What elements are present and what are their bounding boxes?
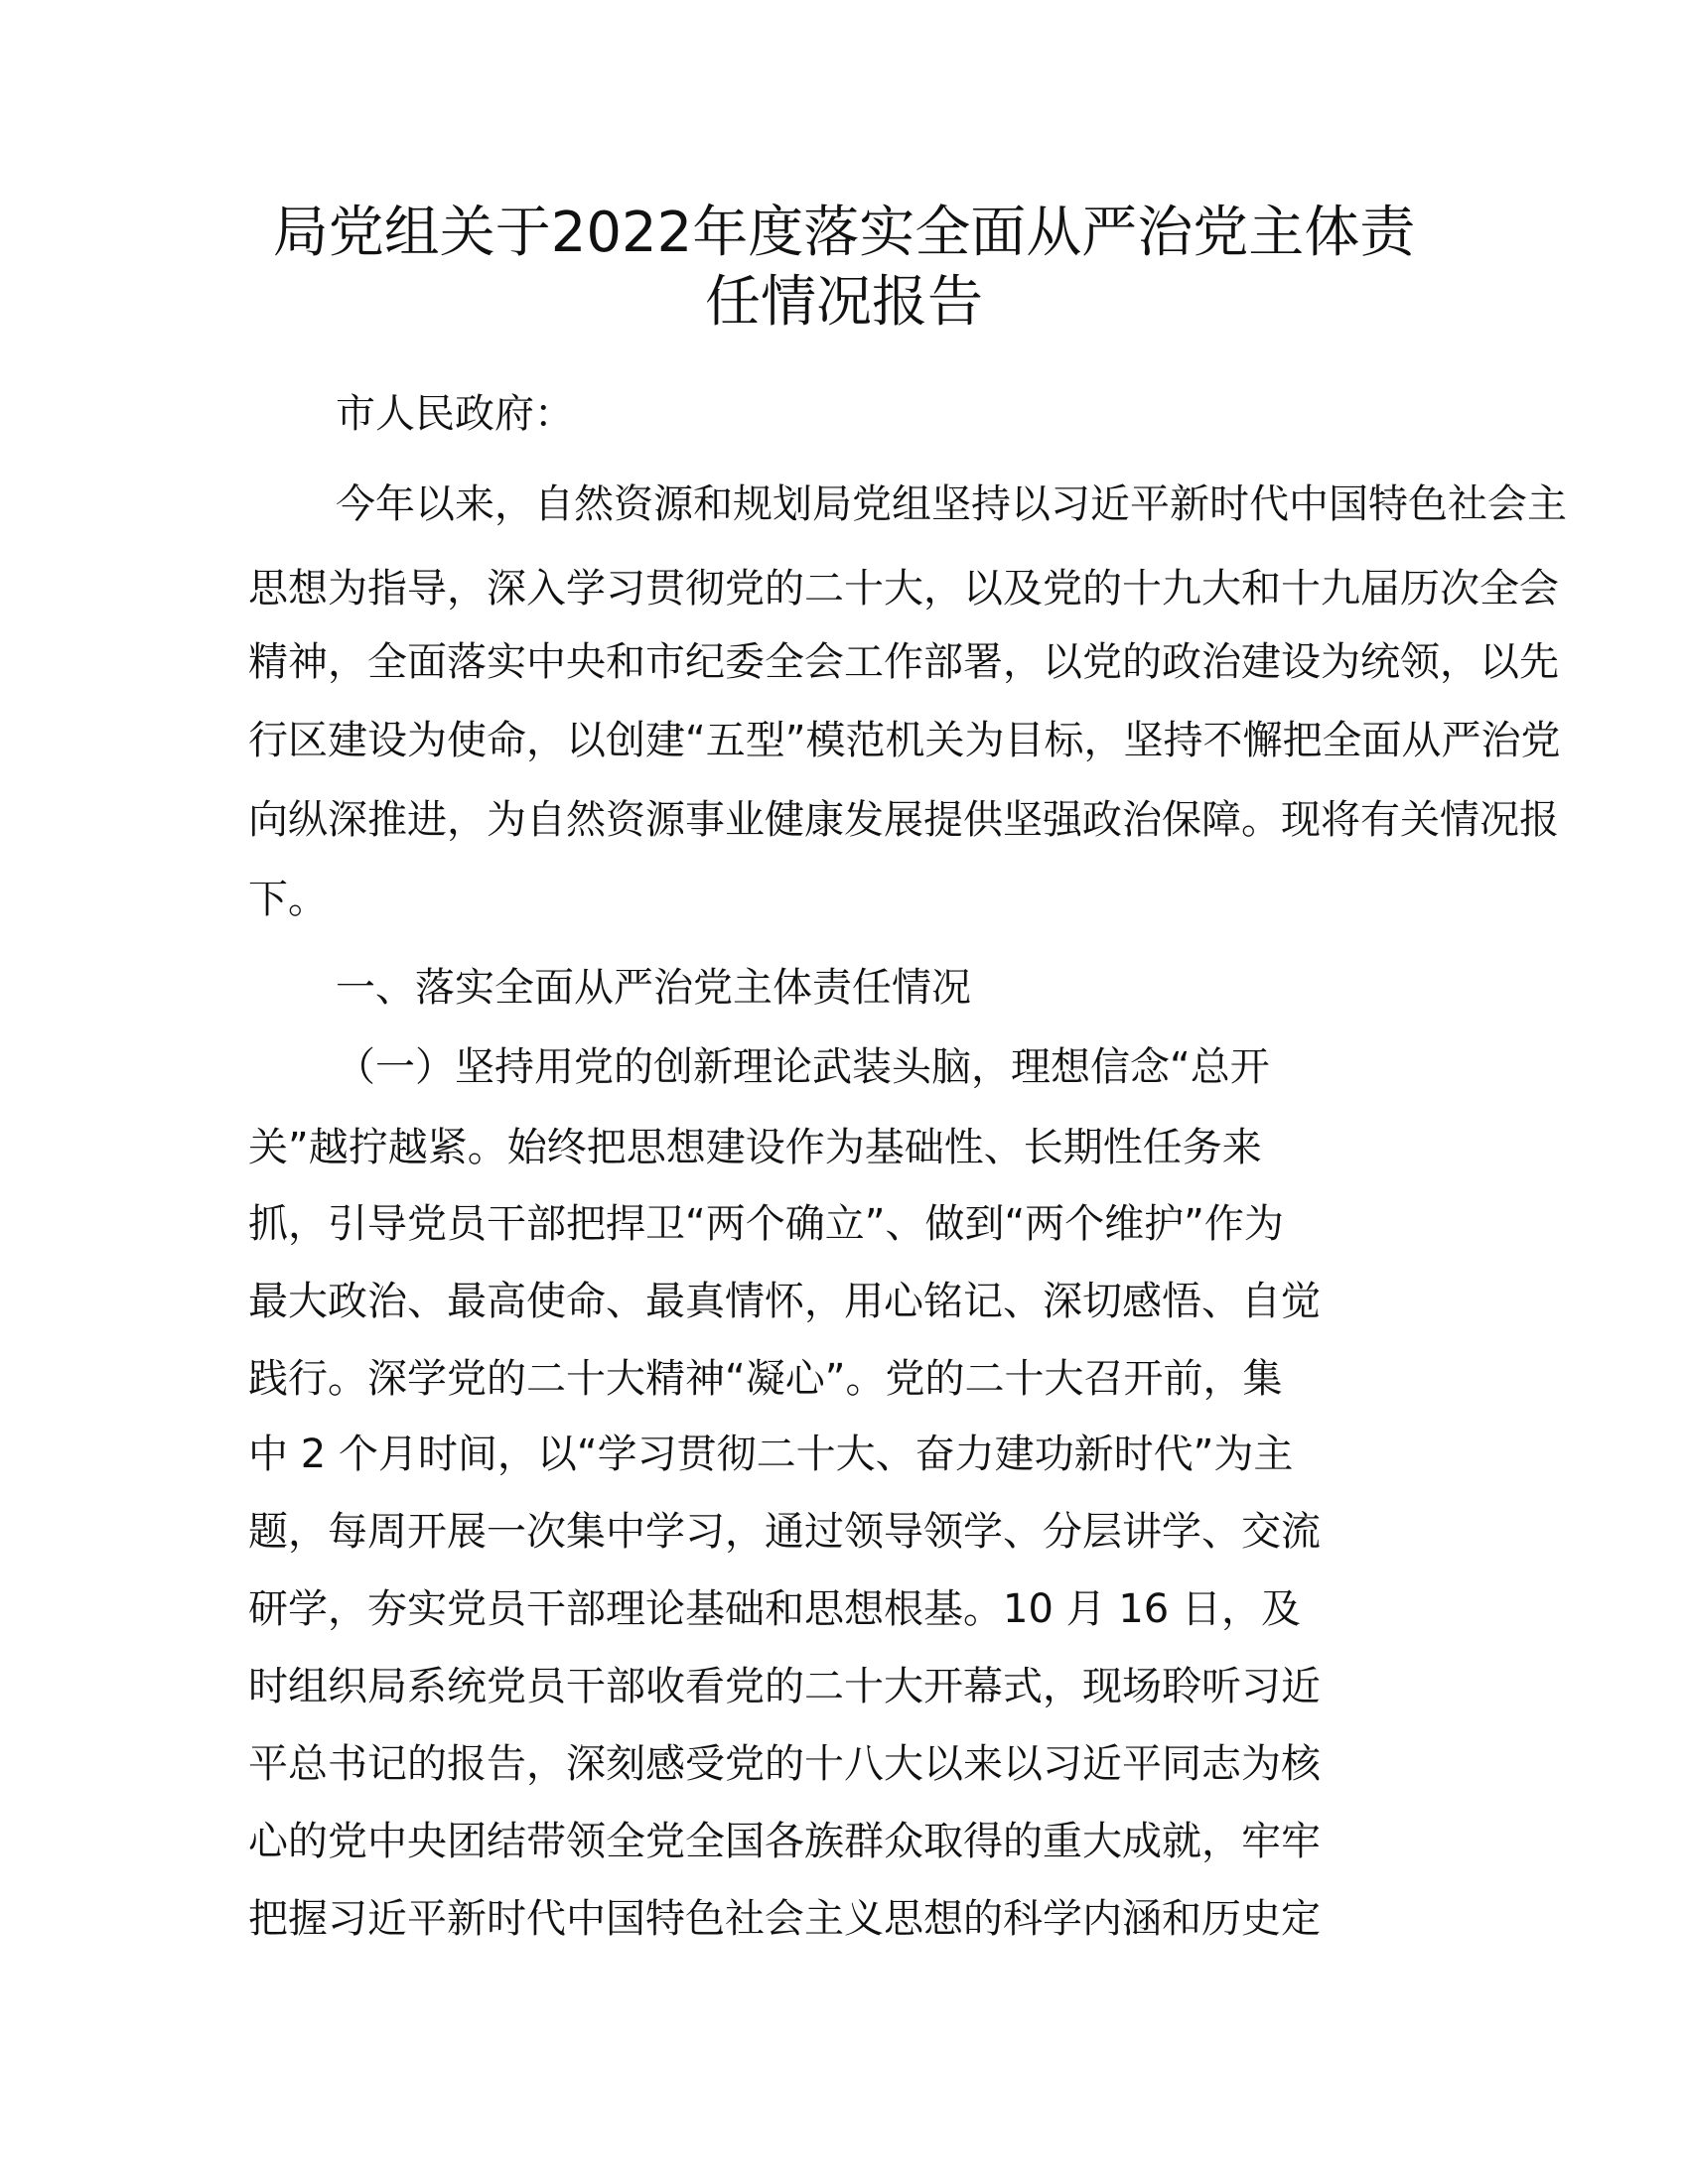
subsection-line-3: 抓，引导党员干部把捍卫“两个确立”、做到“两个维护”作为	[248, 1201, 1284, 1247]
subsection-line-4: 最大政治、最高使命、最真情怀，用心铭记、深切感悟、自觉	[248, 1279, 1321, 1324]
subsection-line-2: 关”越拧越紧。始终把思想建设作为基础性、长期性任务来	[248, 1125, 1262, 1170]
title-line-1: 局党组关于2022年度落实全面从严治党主体责	[272, 201, 1416, 265]
subsection-line-6: 中 2 个月时间，以“学习贯彻二十大、奋力建功新时代”为主	[248, 1432, 1294, 1477]
section-heading: 一、落实全面从严治党主体责任情况	[336, 965, 971, 1011]
salutation: 市人民政府：	[336, 391, 574, 437]
intro-line-5: 向纵深推进，为自然资源事业健康发展提供坚强政治保障。现将有关情况报	[248, 797, 1559, 843]
subsection-line-1: （一）坚持用党的创新理论武装头脑，理想信念“总开	[336, 1044, 1270, 1090]
title-line-2: 任情况报告	[705, 270, 983, 335]
intro-line-3: 精神，全面落实中央和市纪委全会工作部署，以党的政治建设为统领，以先	[248, 639, 1559, 685]
intro-line-1: 今年以来，自然资源和规划局党组坚持以习近平新时代中国特色社会主	[336, 481, 1567, 527]
intro-line-2: 思想为指导，深入学习贯彻党的二十大，以及党的十九大和十九届历次全会	[248, 566, 1559, 612]
document-title	[228, 199, 1460, 338]
intro-line-4: 行区建设为使命，以创建“五型”模范机关为目标，坚持不懈把全面从严治党	[248, 718, 1561, 763]
subsection-line-11: 心的党中央团结带领全党全国各族群众取得的重大成就，牢牢	[248, 1819, 1321, 1864]
subsection-line-12: 把握习近平新时代中国特色社会主义思想的科学内涵和历史定	[248, 1896, 1321, 1942]
subsection-line-5: 践行。深学党的二十大精神“凝心”。党的二十大召开前，集	[248, 1356, 1283, 1402]
subsection-line-9: 时组织局系统党员干部收看党的二十大开幕式，现场聆听习近	[248, 1664, 1321, 1709]
subsection-line-7: 题，每周开展一次集中学习，通过领导领学、分层讲学、交流	[248, 1509, 1321, 1555]
subsection-line-10: 平总书记的报告，深刻感受党的十八大以来以习近平同志为核	[248, 1741, 1321, 1787]
subsection-line-8: 研学，夯实党员干部理论基础和思想根基。10 月 16 日，及	[248, 1586, 1301, 1632]
intro-line-6: 下。	[248, 877, 328, 922]
